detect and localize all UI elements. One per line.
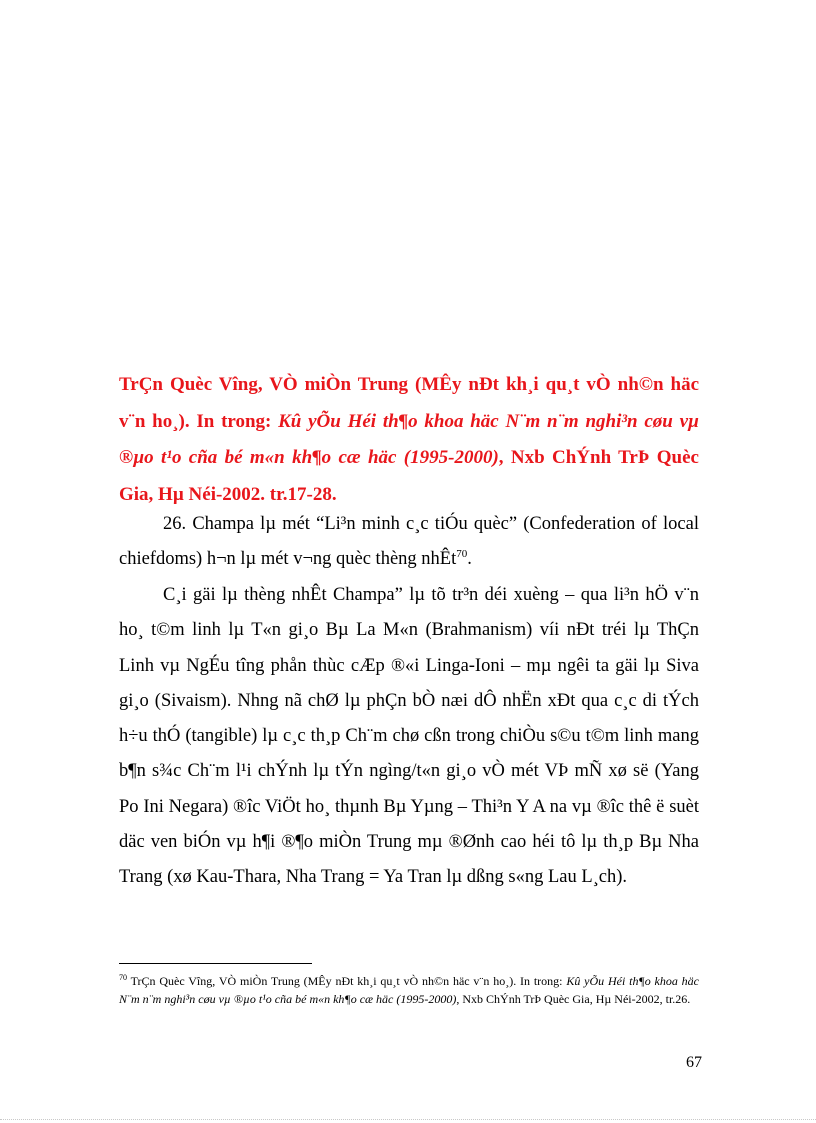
- paragraph-27: [119, 578, 699, 896]
- footnote-publisher: , Nxb ChÝnh TrÞ Quèc Gia, Hµ Néi-2002, tr.26.: [456, 991, 691, 1006]
- footnote-separator: [119, 963, 312, 964]
- footnote: [119, 973, 699, 1008]
- reference-book-title: Kû yÕu Héi th¶o khoa häc N¨m n¨m nghi³n cøu vµ ®µo t¹o cña bé m«n kh¶o cæ häc (1995-2000): [119, 410, 700, 468]
- footnote-reference-mark[interactable]: 70: [456, 548, 468, 561]
- reference-author-title: TrÇn Quèc Vîng, VÒ miÒn Trung (MÊy nÐt kh¸i qu¸t vÒ nh©n häc v¨n ho¸). In trong:: [119, 374, 699, 432]
- page-number: 67: [686, 1054, 702, 1071]
- footnote-mark: 70: [119, 973, 127, 982]
- footnote-book-title: Kû yÕu Héi th¶o khoa häc N¨m n¨m nghi³n cøu vµ ®µo t¹o cña bé m«n kh¶o cæ häc (1995-2000): [119, 974, 700, 1006]
- footnote-text: TrÇn Quèc Vîng, VÒ miÒn Trung (MÊy nÐt kh¸i qu¸t vÒ nh©n häc v¨n ho¸). In trong:: [127, 974, 567, 988]
- reference-publisher: , Nxb ChÝnh TrÞ Quèc Gia, Hµ Néi-2002. tr.17-28.: [119, 447, 699, 505]
- paragraph-27-text: C¸i gäi lµ thèng nhÊt Champa” lµ tõ tr³n déi xuèng – qua li³n hÖ v¨n ho¸ t©m linh lµ T«n gi¸o Bµ La M«n (Brahmanism) víi nÐt tréi lµ ThÇn Linh vµ NgÉu tîng phån thùc cÆp ®«i Linga-Ioni – mµ ngêi ta gäi lµ Siva gi¸o (Sivaism). Nhng nã chØ lµ phÇn bÒ næi dÔ nhËn xÐt qua c¸c di tÝch h÷u thÓ (tangible) lµ c¸c th¸p Ch¨m chø cßn trong chiÒu s©u t©m linh mang b¶n s¾c Ch¨m l¹i chÝnh lµ tÝn ngìng/t«n gi¸o vÒ mét VÞ mÑ xø së (Yang Po Ini Negara) ®îc ViÖt ho¸ thµnh Bµ Yµng – Thi³n Y A na vµ ®îc thê ë suèt däc ven biÓn vµ h¶i ®¶o miÒn Trung mµ ®Ønh cao héi tô lµ th¸p Bµ Nha Trang (xø Kau-Thara, Nha Trang = Ya Tran lµ dßng s«ng Lau L¸ch).: [119, 585, 699, 888]
- paragraph-26-text: 26. Champa lµ mét “Li³n minh c¸c tiÓu quèc” (Confederation of local chiefdoms) h¬n lµ mét v¬ng quèc thèng nhÊt: [119, 514, 699, 570]
- reference-citation: [119, 367, 699, 513]
- paragraph-26-end: .: [467, 549, 472, 570]
- page-bottom-divider: [0, 1119, 816, 1120]
- paragraph-26: [119, 507, 699, 578]
